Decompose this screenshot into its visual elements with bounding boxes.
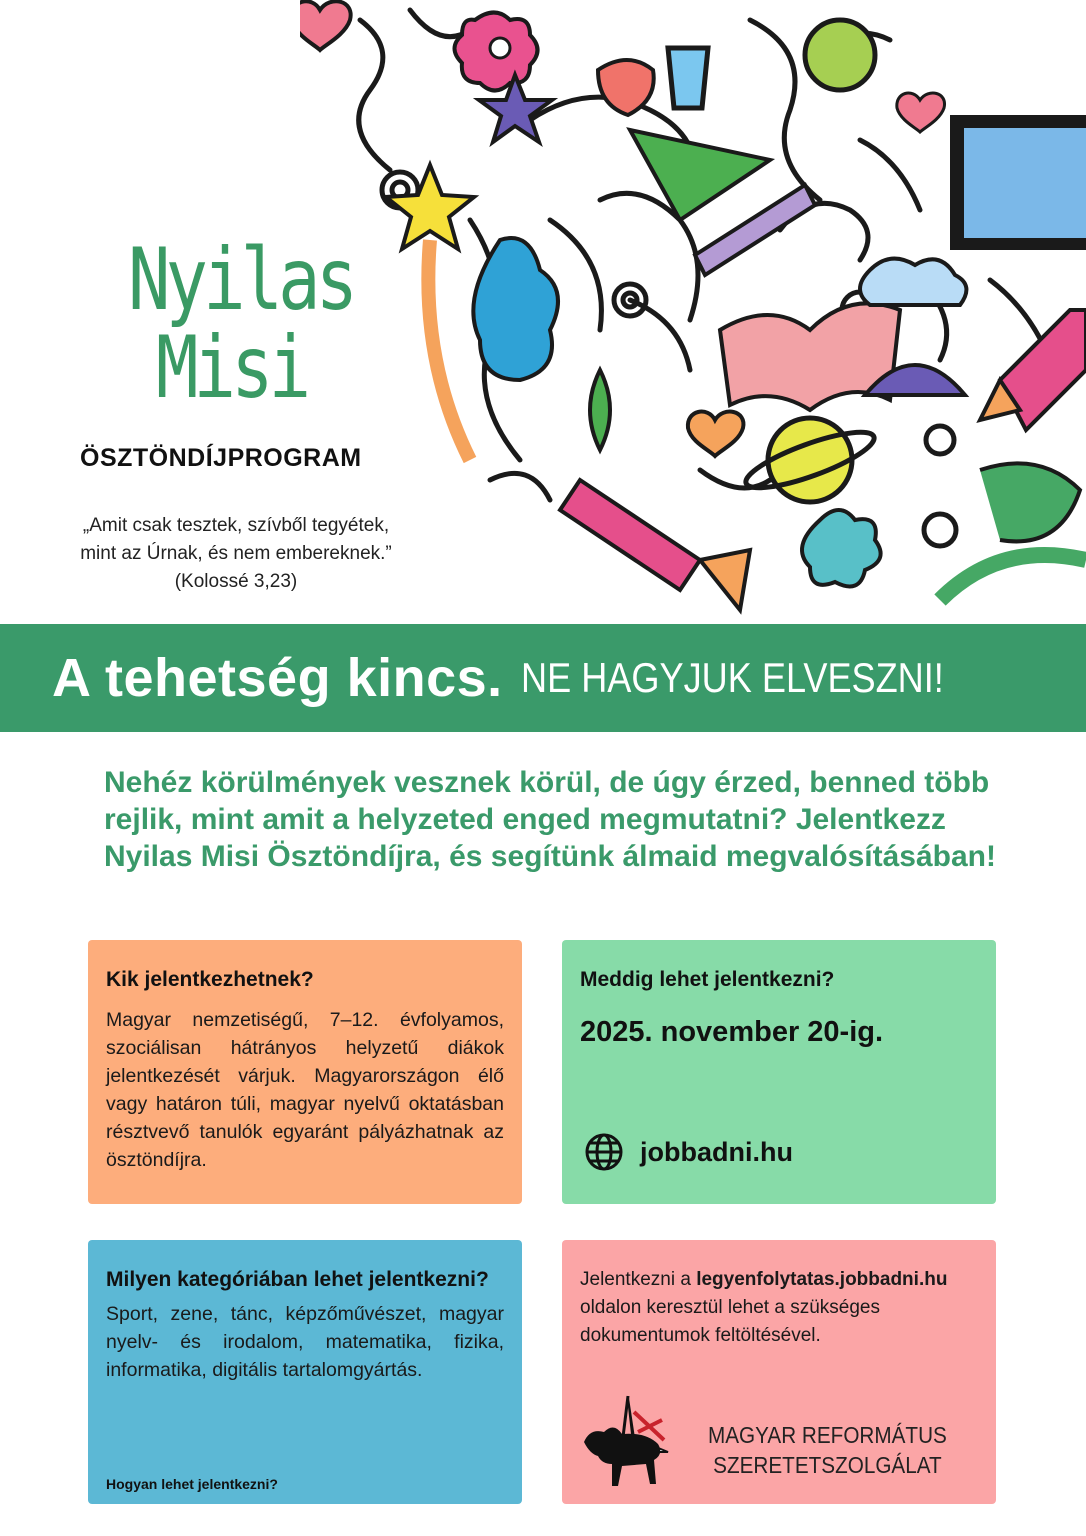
logo-word-1: Nyilas [128,230,354,330]
card-deadline-title: Meddig lehet jelentkezni? [580,968,835,991]
quote-line-1: „Amit csak tesztek, szívből tegyétek, [82,515,390,536]
banner-bold: A tehetség kincs. [52,648,503,708]
org-line-2: SZERETETSZOLGÁLAT [713,1452,942,1478]
card-deadline [562,940,996,1204]
application-link[interactable]: legyenfolytatas.jobbadni.hu [696,1269,948,1290]
globe-icon [584,1132,624,1172]
intro-text: Nehéz körülmények vesznek körül, de úgy érzed, benned több rejlik, mint amit a helyzeted enged megmutatni? Jelentkezz Nyilas Misi Ösztöndíjra, és segítünk álmaid megvalósításában! [104,766,996,873]
card-categories-title: Milyen kategóriában lehet jelentkezni? [106,1268,489,1291]
organization-name [708,1420,947,1480]
quote-reference: (Kolossé 3,23) [174,571,298,592]
org-line-1: MAGYAR REFORMÁTUS [708,1422,947,1448]
card-eligibility-body: Magyar nemzetiségű, 7–12. évfolyamos, szociálisan hátrányos helyzetű diákok jelentkezését várjuk. Magyarországon élő vagy határon túli, magyar nyelvű oktatásban résztvevő tanulók egyaránt pályázhatnak az ösztöndíjra. [106,1009,504,1171]
card-categories-footer: Hogyan lehet jelentkezni? [106,1476,278,1492]
logo-word-2: Misi [156,318,307,418]
website-link[interactable]: jobbadni.hu [640,1136,793,1167]
card-categories [88,1240,522,1504]
lamb-flag-icon [578,1392,688,1488]
card-eligibility [88,940,522,1204]
bible-quote [40,512,432,596]
how-text-after: oldalon keresztül lehet a szükséges dokumentumok feltöltésével. [580,1297,880,1346]
organization-logo [578,1392,988,1492]
program-subtitle: ÖSZTÖNDÍJPROGRAM [80,444,362,472]
card-how-body [580,1266,978,1350]
banner-rest: NE HAGYJUK ELVESZNI! [520,654,944,701]
card-eligibility-title: Kik jelentkezhetnek? [106,968,314,991]
headline-banner [0,624,1086,732]
quote-line-2: mint az Úrnak, és nem embereknek.” [80,543,392,564]
deadline-date: 2025. november 20-ig. [580,1016,884,1048]
how-text-before: Jelentkezni a [580,1269,697,1290]
program-logo [128,230,368,418]
card-categories-body: Sport, zene, tánc, képzőművészet, magyar nyelv- és irodalom, matematika, fizika, informatika, digitális tartalomgyártás. [106,1303,504,1381]
website-row[interactable] [584,1132,793,1172]
card-how-to-apply [562,1240,996,1504]
